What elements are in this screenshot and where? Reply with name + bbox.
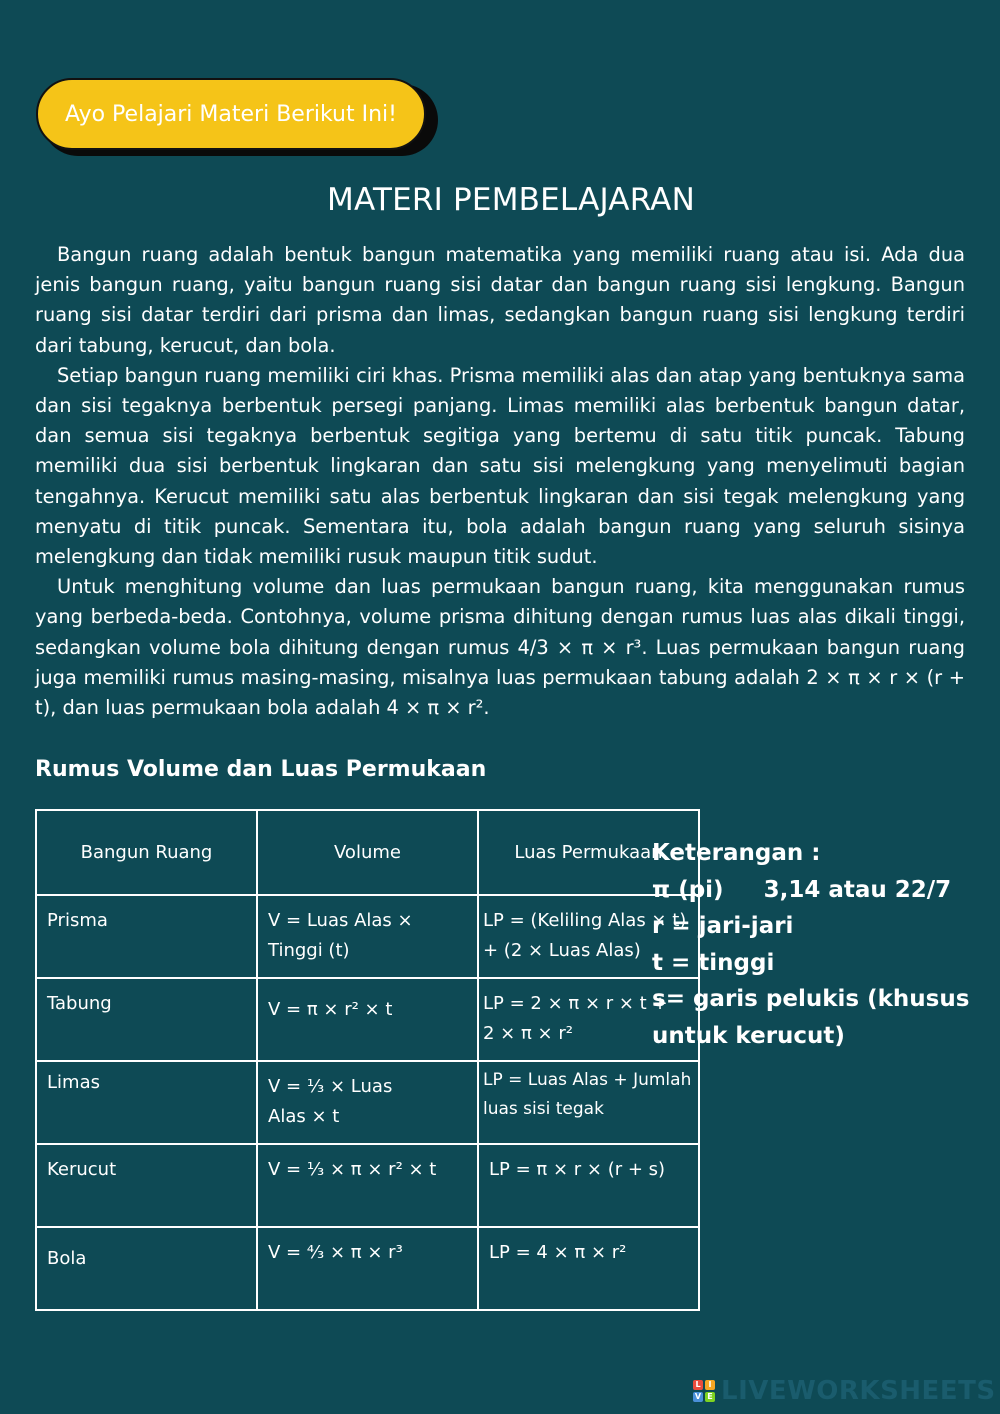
page-title: MATERI PEMBELAJARAN (327, 182, 695, 218)
table-header-row (36, 810, 699, 895)
cell-name: Tabung (36, 978, 257, 1061)
intro-badge (36, 78, 426, 150)
paragraph-3: Untuk menghitung volume dan luas permukaan bangun ruang, kita menggunakan rumus yang berbeda-beda. Contohnya, volume prisma dihitung dengan rumus luas alas dikali tinggi, sedangkan volume bola dihitung dengan rumus 4/3 × π × r³. Luas permukaan bangun ruang juga memiliki rumus masing-masing, misalnya luas permukaan tabung adalah 2 × π × r × (r + t), dan luas permukaan bola adalah 4 × π × r². (35, 575, 965, 720)
header-bangun-ruang: Bangun Ruang (36, 810, 257, 895)
table-row (36, 1144, 699, 1227)
keterangan-panel (652, 835, 969, 1054)
cell-lp: LP = (Keliling Alas × t) + (2 × Luas Alas) (478, 895, 699, 978)
table-row (36, 1227, 699, 1310)
cell-volume: V = ¹⁄₃ × π × r² × t (257, 1144, 478, 1227)
keterangan-pi (652, 872, 969, 909)
cell-volume: V = π × r² × t (257, 978, 478, 1061)
logo-letter-l: L (693, 1380, 703, 1390)
table-row (36, 1061, 699, 1144)
table-row (36, 978, 699, 1061)
cell-lp: LP = 4 × π × r² (478, 1227, 699, 1310)
logo-text: LIVEWORKSHEETS (721, 1376, 996, 1406)
cell-lp: LP = 2 × π × r × t + 2 × π × r² (478, 978, 699, 1061)
cell-lp: LP = Luas Alas + Jumlah luas sisi tegak (478, 1061, 699, 1144)
pi-value: 3,14 atau 22/7 (763, 876, 952, 903)
formula-table (35, 809, 700, 1311)
cell-volume: V = ¹⁄₃ × Luas Alas × t (257, 1061, 478, 1144)
paragraph-2: Setiap bangun ruang memiliki ciri khas. Prisma memiliki alas dan atap yang bentuknya sama dan sisi tegaknya berbentuk persegi panjang. Limas memiliki alas berbentuk bangun datar, dan semua sisi tegaknya berbentuk segitiga yang bertemu di satu titik puncak. Tabung memiliki dua sisi berbentuk lingkaran dan satu sisi melengkung yang menyelimuti bagian tengahnya. Kerucut memiliki satu alas berbentuk lingkaran dan sisi tegak melengkung yang menyatu di titik puncak. Sementara itu, bola adalah bangun ruang yang seluruh sisinya melengkung dan tidak memiliki rusuk maupun titik sudut. (35, 363, 965, 569)
pi-label: π (pi) (652, 876, 724, 903)
cell-name: Limas (36, 1061, 257, 1144)
body-text (35, 240, 965, 723)
paragraph-1: Bangun ruang adalah bentuk bangun matematika yang memiliki ruang atau isi. Ada dua jenis bangun ruang, yaitu bangun ruang sisi datar dan bangun ruang sisi lengkung. Bangun ruang sisi datar terdiri dari prisma dan limas, sedangkan bangun ruang sisi lengkung terdiri dari tabung, kerucut, dan bola. (35, 243, 965, 357)
cell-name: Prisma (36, 895, 257, 978)
logo-letter-v: V (694, 1392, 702, 1401)
section-subtitle: Rumus Volume dan Luas Permukaan (35, 757, 487, 782)
keterangan-s-line2: untuk kerucut) (652, 1022, 845, 1049)
cell-name: Kerucut (36, 1144, 257, 1227)
keterangan-t: t = tinggi (652, 949, 775, 976)
logo-grid-icon (693, 1380, 715, 1402)
cell-volume: V = Luas Alas × Tinggi (t) (257, 895, 478, 978)
cell-lp: LP = π × r × (r + s) (478, 1144, 699, 1227)
intro-badge-label: Ayo Pelajari Materi Berikut Ini! (65, 101, 397, 127)
keterangan-s-line1: s= garis pelukis (khusus (652, 986, 970, 1012)
cell-volume: V = ⁴⁄₃ × π × r³ (257, 1227, 478, 1310)
header-luas-permukaan: Luas Permukaan (478, 810, 699, 895)
keterangan-heading: Keterangan : (652, 840, 821, 866)
cell-name: Bola (36, 1227, 257, 1310)
logo-letter-i: I (705, 1380, 715, 1390)
logo-letter-e: E (705, 1392, 715, 1402)
header-volume: Volume (257, 810, 478, 895)
table-row (36, 895, 699, 978)
liveworksheets-logo (693, 1376, 996, 1406)
keterangan-r: r = jari-jari (652, 913, 794, 939)
